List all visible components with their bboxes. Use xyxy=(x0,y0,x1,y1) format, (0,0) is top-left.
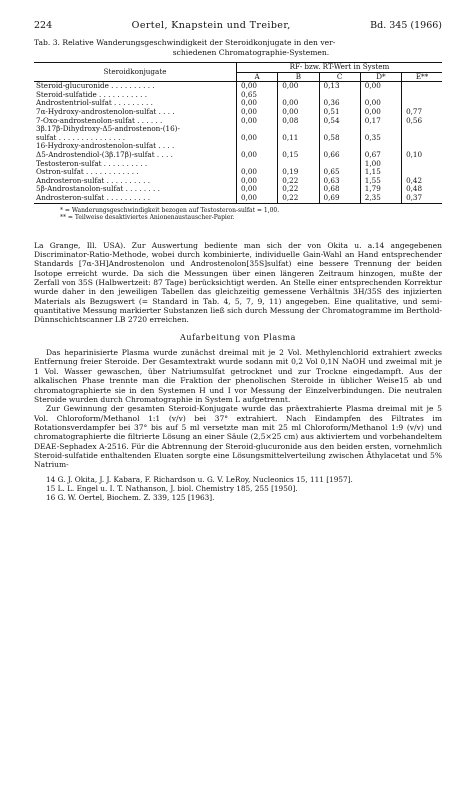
row-name: Androsteron-sulfat . . . . . . . . . . xyxy=(36,176,150,185)
row-name: 3β.17β-Dihydroxy-Δ5-androstenon-(16)- xyxy=(36,125,180,134)
cell-e: 0,48 xyxy=(402,185,442,194)
row-name: Östron-sulfat . . . . . . . . . . . . xyxy=(36,168,139,177)
system-header: B xyxy=(278,72,319,82)
running-header xyxy=(34,20,442,34)
row-name: Steroid-glucuronide . . . . . . . . . . xyxy=(36,81,155,91)
cell-d: 0,17 xyxy=(360,117,401,126)
cell-e xyxy=(402,160,442,169)
note-1: * = Wanderungsgeschwindigkeit bezogen auf Testosteron-sulfat = 1,00. xyxy=(60,206,280,214)
table-caption-line2: schiedenen Chromatographie-Systemen. xyxy=(172,48,330,57)
note-2: ** = Teilweise desaktiviertes Anionenaustauscher-Papier. xyxy=(60,214,235,222)
cell-b: 0,00 xyxy=(278,82,319,91)
section-heading: Aufarbeitung von Plasma xyxy=(179,332,297,342)
cell-d: 2,35 xyxy=(360,194,401,203)
paragraph-3: Zur Gewinnung der gesamten Steroid-Konjugate wurde das präextrahierte Plasma dreimal mit je 5 Vol. Chloroform/Methanol 1:1 (v/v) bei 37° extrahiert. Nach Eindampfen des Filtrates im Rotationsverdampfer bei 37° bis auf 5 ml versetzte man mit 25 ml Chloroform/Methanol 1:9 (v/v) und chromatographierte die filtrierte Lösung an einer Säule (2,5×25 cm) aus aktiviertem und vorbehandeltem DEAE-Sephadex A-2516. Für die Abtrennung der Steroid-glucuronide aus den beiden ersten, vornehmlich Steroid-sulfatide enthaltenden Eluaten sorgte eine Lösungsmittelverteilung zwischen Äthylacetat und 5% Natrium- xyxy=(34,404,442,470)
cell-b: 0,22 xyxy=(278,185,319,194)
cell-a: 0,00 xyxy=(237,151,278,160)
cell-d: 1,00 xyxy=(360,160,401,169)
cell-e: 0,56 xyxy=(402,117,442,126)
cell-c: 0,13 xyxy=(319,82,360,91)
cell-d: 1,79 xyxy=(360,185,401,194)
cell-d: 0,67 xyxy=(360,151,401,160)
table-caption xyxy=(34,38,442,58)
paragraph-2: Das heparinisierte Plasma wurde zunächst dreimal mit je 2 Vol. Methylenchlorid extrahiert zwecks Entfernung freier Steroide. Der Gesamtextrakt wurde sodann mit 0,2 Vol 0,1N NaOH und zweimal mit je 1 Vol. Wasser gewaschen, über Natriumsulfat getrocknet und zur Trockne eingedampft. Aus der alkalischen Phase trennte man die Fraktion der phenolischen Steroide in üblicher Weise15 ab und chromatographierte sie in den Systemen H und I vor Messung der Einzelverbindungen. Die neutralen Steroide wurden durch Chromatographie in System L aufgetrennt. xyxy=(34,348,442,404)
cell-e: 0,37 xyxy=(402,194,442,203)
cell-e: 0,42 xyxy=(402,177,442,186)
cell-e xyxy=(402,125,442,134)
cell-b: 0,08 xyxy=(278,117,319,126)
cell-e xyxy=(402,91,442,100)
cell-a: 0,00 xyxy=(237,99,278,108)
row-name: Testosteron-sulfat . . . . . . . . . . xyxy=(36,159,148,168)
footnotes xyxy=(34,475,442,502)
cell-c: 0,36 xyxy=(319,99,360,108)
system-header: C xyxy=(319,72,360,82)
cell-a: 0,00 xyxy=(237,177,278,186)
page-number: 224 xyxy=(34,20,53,31)
cell-a: 0,00 xyxy=(237,134,278,143)
table-row xyxy=(34,82,442,91)
row-name: Δ5-Androstendiol-(3β.17β)-sulfat . . . . xyxy=(36,150,173,159)
table-row xyxy=(34,117,442,126)
col-header-steroid: Steroidkonjugate xyxy=(34,63,237,82)
row-name: 5β-Androstanolon-sulfat . . . . . . . . xyxy=(36,185,160,194)
row-name: Androsteron-sulfat . . . . . . . . . . xyxy=(34,194,237,203)
table-row xyxy=(34,194,442,203)
cell-c: 0,66 xyxy=(319,151,360,160)
cell-c: 0,68 xyxy=(319,185,360,194)
header-authors: Oertel, Knapstein und Treiber, xyxy=(131,20,291,31)
paragraph-1: La Grange, Ill. USA). Zur Auswertung bediente man sich der von Okita u. a.14 angegebenen Discriminator-Ratio-Methode, wobei durch kombinierte, individuelle Gain-Wahl an Hand entsprechender Standards [7α-3H]Androstenolon und Androstenolon[35S]sulfat) eine bessere Trennung der beiden Isotope erreicht wurde. Da sich die Messungen über einen längeren Zeitraum hinzogen, mußte der Zerfall von 35S (Halbwertzeit: 87 Tage) berücksichtigt werden. An Stelle einer entsprechenden Korrektur wurde daher in den jeweiligen Tabellen das gleichzeitig gemessene Verhältnis 3H/35S des injizierten Materials als Bezugswert (= Standard in Tab. 4, 5, 7, 9, 11) angegeben. Eine qualitative, und semi-quantitative Messung markierter Substanzen ließ sich durch Messung der Chromatogramme im Berthold-Dünnschichtscanner LB 2720 erreichen. xyxy=(34,240,442,325)
cell-a: 0,00 xyxy=(237,82,278,91)
table-notes xyxy=(34,207,442,222)
cell-b: 0,19 xyxy=(278,168,319,177)
body-text xyxy=(34,241,442,470)
cell-d: 0,00 xyxy=(360,82,401,91)
cell-a: 0,00 xyxy=(237,185,278,194)
system-header: A xyxy=(237,72,278,82)
cell-d: 1,15 xyxy=(360,168,401,177)
cell-a: 0,00 xyxy=(237,168,278,177)
cell-e xyxy=(402,134,442,143)
header-volume: Bd. 345 (1966) xyxy=(370,20,442,31)
cell-c: 0,51 xyxy=(319,108,360,117)
cell-b: 0,00 xyxy=(278,99,319,108)
table-row xyxy=(34,134,442,143)
footnote-16: 16 G. W. Oertel, Biochem. Z. 339, 125 [1963]. xyxy=(46,492,215,502)
cell-a: 0,00 xyxy=(237,117,278,126)
cell-d: 0,00 xyxy=(360,99,401,108)
cell-b: 0,22 xyxy=(278,194,319,203)
cell-d: 1,55 xyxy=(360,177,401,186)
cell-b: 0,15 xyxy=(278,151,319,160)
table-caption-line1: Tab. 3. Relative Wanderungsgeschwindigkeit der Steroidkonjugate in den ver- xyxy=(34,38,336,47)
row-name: Steroid-sulfatide . . . . . . . . . . . xyxy=(36,90,148,99)
cell-a: 0,00 xyxy=(237,194,278,203)
steroid-table xyxy=(34,62,442,204)
system-header: E** xyxy=(402,72,442,82)
cell-c: 0,58 xyxy=(319,134,360,143)
cell-c: 0,65 xyxy=(319,168,360,177)
row-name: 7α-Hydroxy-androstenolon-sulfat . . . . xyxy=(36,107,175,116)
row-name: sulfat . . . . . . . . . . . . . . . xyxy=(36,133,125,142)
cell-b: 0,11 xyxy=(278,134,319,143)
cell-a: 0,00 xyxy=(237,108,278,117)
cell-e: 0,77 xyxy=(402,108,442,117)
cell-b: 0,00 xyxy=(278,108,319,117)
group-header: RF- bzw. RT-Wert in System xyxy=(237,63,443,73)
row-name: 7-Oxo-androstenolon-sulfat . . . . . . xyxy=(36,116,163,125)
cell-c: 0,63 xyxy=(319,177,360,186)
row-name: Androstentriol-sulfat . . . . . . . . . xyxy=(36,99,153,108)
footnote-15: 15 L. L. Engel u. I. T. Nathanson, J. biol. Chemistry 185, 255 [1950]. xyxy=(46,483,298,493)
cell-d: 0,00 xyxy=(360,108,401,117)
journal-page xyxy=(34,20,442,502)
cell-d: 0,35 xyxy=(360,134,401,143)
cell-b: 0,22 xyxy=(278,177,319,186)
cell-c: 0,54 xyxy=(319,117,360,126)
row-name: 16-Hydroxy-androstenolon-sulfat . . . . xyxy=(36,142,175,151)
cell-c: 0,69 xyxy=(319,194,360,203)
footnote-14: 14 G. J. Okita, J. J. Kabara, F. Richardson u. G. V. LeRoy, Nucleonics 15, 111 [1957]. xyxy=(46,474,353,484)
cell-e: 0,10 xyxy=(402,151,442,160)
system-header: D* xyxy=(360,72,401,82)
cell-a: 0,65 xyxy=(237,91,278,100)
cell-e xyxy=(402,82,442,91)
